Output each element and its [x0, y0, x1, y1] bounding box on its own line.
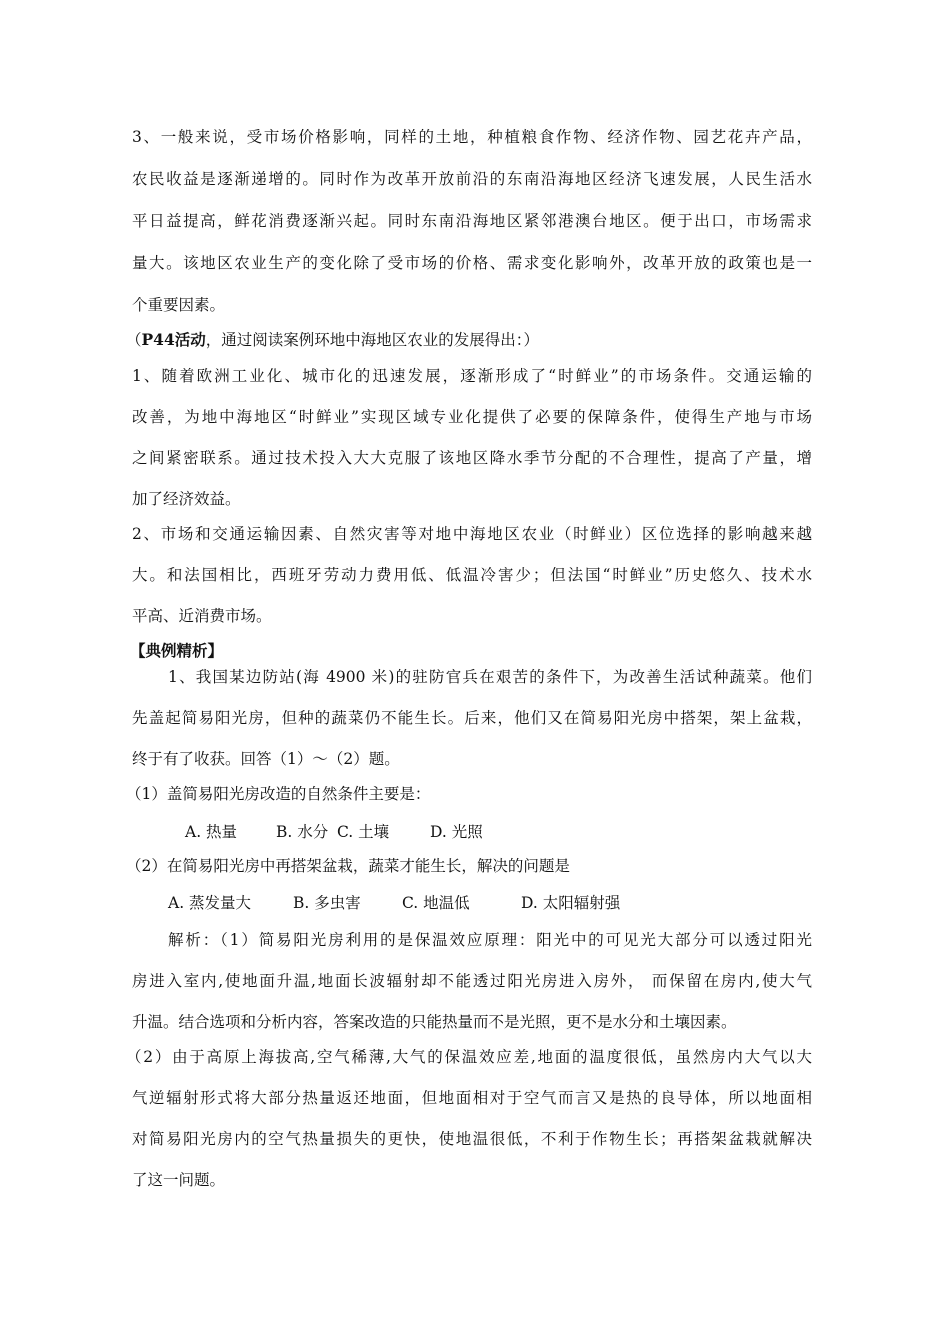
- sub2-option-b: B. 多虫害: [293, 894, 361, 912]
- question-line-2: 先盖起简易阳光房，但种的蔬菜仍不能生长。后来，他们又在简易阳光房中搭架，架上盆栽，: [132, 709, 812, 727]
- paragraph-3-line-5: 个重要因素。: [132, 296, 226, 314]
- sub1-option-d: D. 光照: [430, 823, 483, 841]
- analysis-line-6: 对简易阳光房内的空气热量损失的更快，使地温很低，不利于作物生长；再搭架盆栽就解决: [132, 1130, 812, 1148]
- analysis-line-7: 了这一问题。: [132, 1171, 226, 1189]
- analysis-line-2: 房进入室内,使地面升温,地面长波辐射却不能透过阳光房进入房外， 而保留在房内,使大气: [132, 972, 812, 990]
- activity-open-paren: （: [126, 331, 142, 349]
- item-2-line-2: 大。和法国相比，西班牙劳动力费用低、低温冷害少；但法国“时鲜业”历史悠久、技术水: [132, 566, 812, 584]
- analysis-line-1: 解析：（1）简易阳光房利用的是保温效应原理：阳光中的可见光大部分可以透过阳光: [168, 931, 812, 949]
- question-line-1: 1、我国某边防站(海 4900 米)的驻防官兵在艰苦的条件下，为改善生活试种蔬菜。他们: [168, 668, 812, 686]
- analysis-line-5: 气逆辐射形式将大部分热量返还地面，但地面相对于空气而言又是热的良导体，所以地面相: [132, 1089, 812, 1107]
- activity-label: P44活动: [141, 330, 206, 349]
- paragraph-3-line-2: 农民收益是逐渐递增的。同时作为改革开放前沿的东南沿海地区经济飞速发展，人民生活水: [132, 170, 812, 188]
- paragraph-3-line-3: 平日益提高，鲜花消费逐渐兴起。同时东南沿海地区紧邻港澳台地区。便于出口，市场需求: [132, 212, 812, 230]
- sub2-option-a: A. 蒸发量大: [168, 894, 252, 912]
- analysis-line-3: 升温。结合选项和分析内容，答案改造的只能热量而不是光照，更不是水分和土壤因素。: [132, 1013, 737, 1031]
- paragraph-3-line-1: 3、一般来说，受市场价格影响，同样的土地，种植粮食作物、经济作物、园艺花卉产品，: [132, 128, 812, 146]
- item-2-line-1: 2、市场和交通运输因素、自然灾害等对地中海地区农业（时鲜业）区位选择的影响越来越: [132, 525, 812, 543]
- item-1-line-3: 之间紧密联系。通过技术投入大大克服了该地区降水季节分配的不合理性，提高了产量，增: [132, 449, 812, 467]
- sub2-option-d: D. 太阳辐射强: [521, 894, 621, 912]
- example-heading: 【典例精析】: [130, 641, 224, 660]
- sub1-option-c: C. 土壤: [337, 823, 390, 841]
- activity-heading: [126, 330, 539, 350]
- sub1-option-b: B. 水分: [276, 823, 329, 841]
- sub2-option-c: C. 地温低: [402, 894, 470, 912]
- item-1-line-4: 加了经济效益。: [132, 490, 241, 508]
- sub-question-2: （2）在简易阳光房中再搭架盆栽，蔬菜才能生长，解决的问题是: [126, 857, 570, 875]
- sub1-option-a: A. 热量: [185, 823, 238, 841]
- activity-text: ，通过阅读案例环地中海地区农业的发展得出：）: [205, 331, 540, 349]
- analysis-line-4: （2）由于高原上海拔高,空气稀薄,大气的保温效应差,地面的温度很低，虽然房内大气以大: [126, 1048, 812, 1066]
- sub-question-1: （1）盖简易阳光房改造的自然条件主要是：: [126, 785, 431, 803]
- item-1-line-2: 改善，为地中海地区“时鲜业”实现区域专业化提供了必要的保障条件，使得生产地与市场: [132, 408, 812, 426]
- question-line-3: 终于有了收获。回答（1）～（2）题。: [132, 750, 400, 768]
- paragraph-3-line-4: 量大。该地区农业生产的变化除了受市场的价格、需求变化影响外，改革开放的政策也是一: [132, 254, 812, 272]
- item-2-line-3: 平高、近消费市场。: [132, 607, 272, 625]
- item-1-line-1: 1、随着欧洲工业化、城市化的迅速发展，逐渐形成了“时鲜业”的市场条件。交通运输的: [132, 367, 812, 385]
